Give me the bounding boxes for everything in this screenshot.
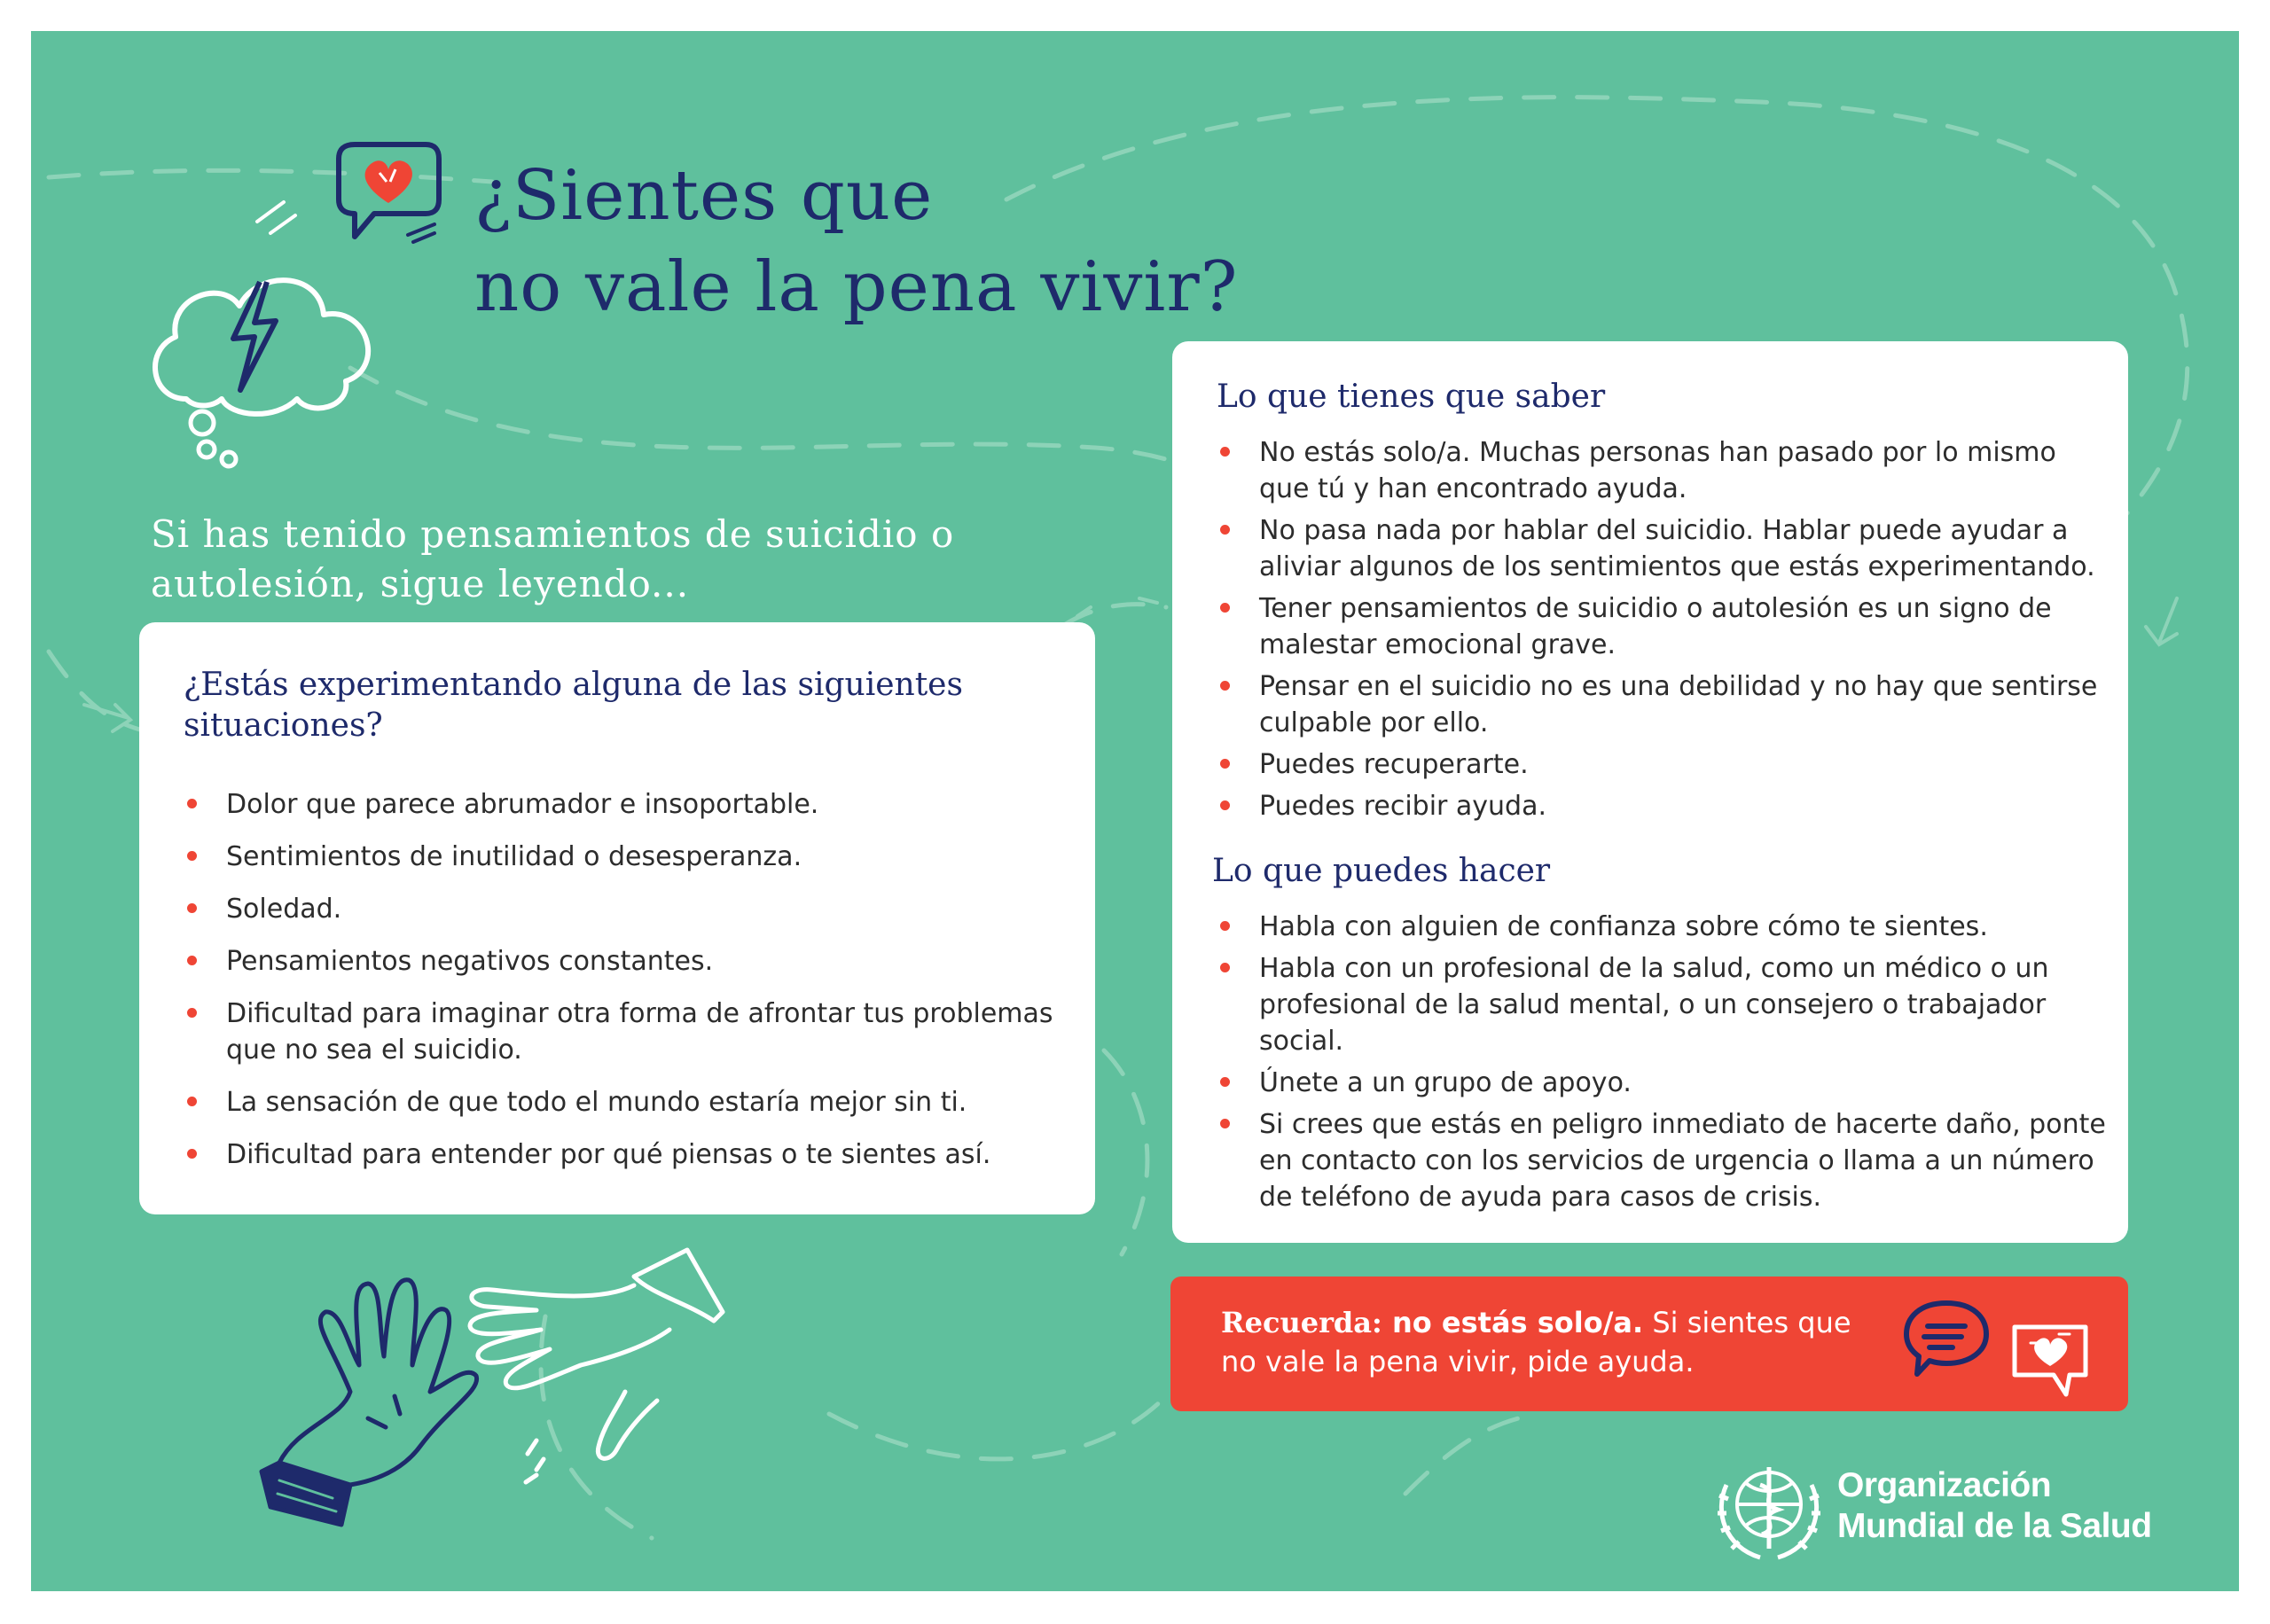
remember-label: Recuerda: xyxy=(1221,1306,1382,1339)
subtitle xyxy=(151,510,1126,609)
list-item: Pensar en el suicidio no es una debilidad y no hay que sentirse culpable por ello. xyxy=(1217,668,2103,741)
remember-emphasis: no estás solo/a. xyxy=(1382,1306,1644,1339)
todo-heading: Lo que puedes hacer xyxy=(1212,853,1551,889)
remember-banner xyxy=(1170,1277,2128,1411)
organization-name xyxy=(1837,1465,2152,1547)
list-item: No pasa nada por hablar del suicidio. Hablar puede ayudar a aliviar algunos de los sentimientos que estás experimentando. xyxy=(1217,512,2103,585)
lightning-icon xyxy=(217,275,288,399)
know-list xyxy=(1217,434,2103,830)
list-item: Habla con alguien de confianza sobre cómo te sientes. xyxy=(1217,909,2112,945)
poster xyxy=(31,31,2239,1591)
list-item: Dificultad para entender por qué piensas o te sientes así. xyxy=(184,1136,1070,1173)
hands-reaching-icon xyxy=(244,1241,740,1534)
info-card xyxy=(1172,341,2128,1243)
list-item: Sentimientos de inutilidad o desesperanza. xyxy=(184,839,1070,875)
who-emblem-icon xyxy=(1707,1449,1831,1573)
list-item: No estás solo/a. Muchas personas han pasado por lo mismo que tú y han encontrado ayuda. xyxy=(1217,434,2103,507)
title-line-2: no vale la pena vivir? xyxy=(474,247,1239,327)
heart-bubble-icon xyxy=(2004,1316,2097,1405)
list-item: La sensación de que todo el mundo estaría mejor sin ti. xyxy=(184,1084,1070,1120)
list-item: Si crees que estás en peligro inmediato de hacerte daño, ponte en contacto con los servicios de urgencia o llama a un número de teléfono de ayuda para casos de crisis. xyxy=(1217,1106,2112,1215)
organization-line-1: Organización xyxy=(1837,1466,2052,1504)
list-item: Puedes recibir ayuda. xyxy=(1217,788,2103,824)
remember-text: Si sientes que no vale la pena vivir, pide ayuda. xyxy=(1221,1306,1851,1378)
list-item: Pensamientos negativos constantes. xyxy=(184,943,1070,980)
list-item: Dolor que parece abrumador e insoportable. xyxy=(184,786,1070,823)
list-item: Únete a un grupo de apoyo. xyxy=(1217,1065,2112,1101)
list-item: Habla con un profesional de la salud, como un médico o un profesional de la salud mental, o un consejero o trabajador social. xyxy=(1217,950,2112,1059)
subtitle-line-2: autolesión, sigue leyendo... xyxy=(151,562,690,605)
situations-list xyxy=(184,786,1070,1189)
list-item: Puedes recuperarte. xyxy=(1217,746,2103,783)
todo-list xyxy=(1217,909,2112,1221)
list-item: Dificultad para imaginar otra forma de afrontar tus problemas que no sea el suicidio. xyxy=(184,995,1070,1068)
situations-card xyxy=(139,622,1095,1214)
list-item: Soledad. xyxy=(184,891,1070,927)
page-title xyxy=(474,151,1238,333)
chat-bubble-icon xyxy=(1898,1294,1995,1383)
title-line-1: ¿Sientes que xyxy=(474,156,934,236)
organization-line-2: Mundial de la Salud xyxy=(1837,1507,2152,1545)
list-item: Tener pensamientos de suicidio o autolesión es un signo de malestar emocional grave. xyxy=(1217,590,2103,663)
remember-message xyxy=(1221,1303,1895,1381)
subtitle-line-1: Si has tenido pensamientos de suicidio o xyxy=(151,512,955,556)
know-heading: Lo que tienes que saber xyxy=(1217,379,1606,415)
situations-heading: ¿Estás experimentando alguna de las siguientes situaciones? xyxy=(184,667,963,744)
